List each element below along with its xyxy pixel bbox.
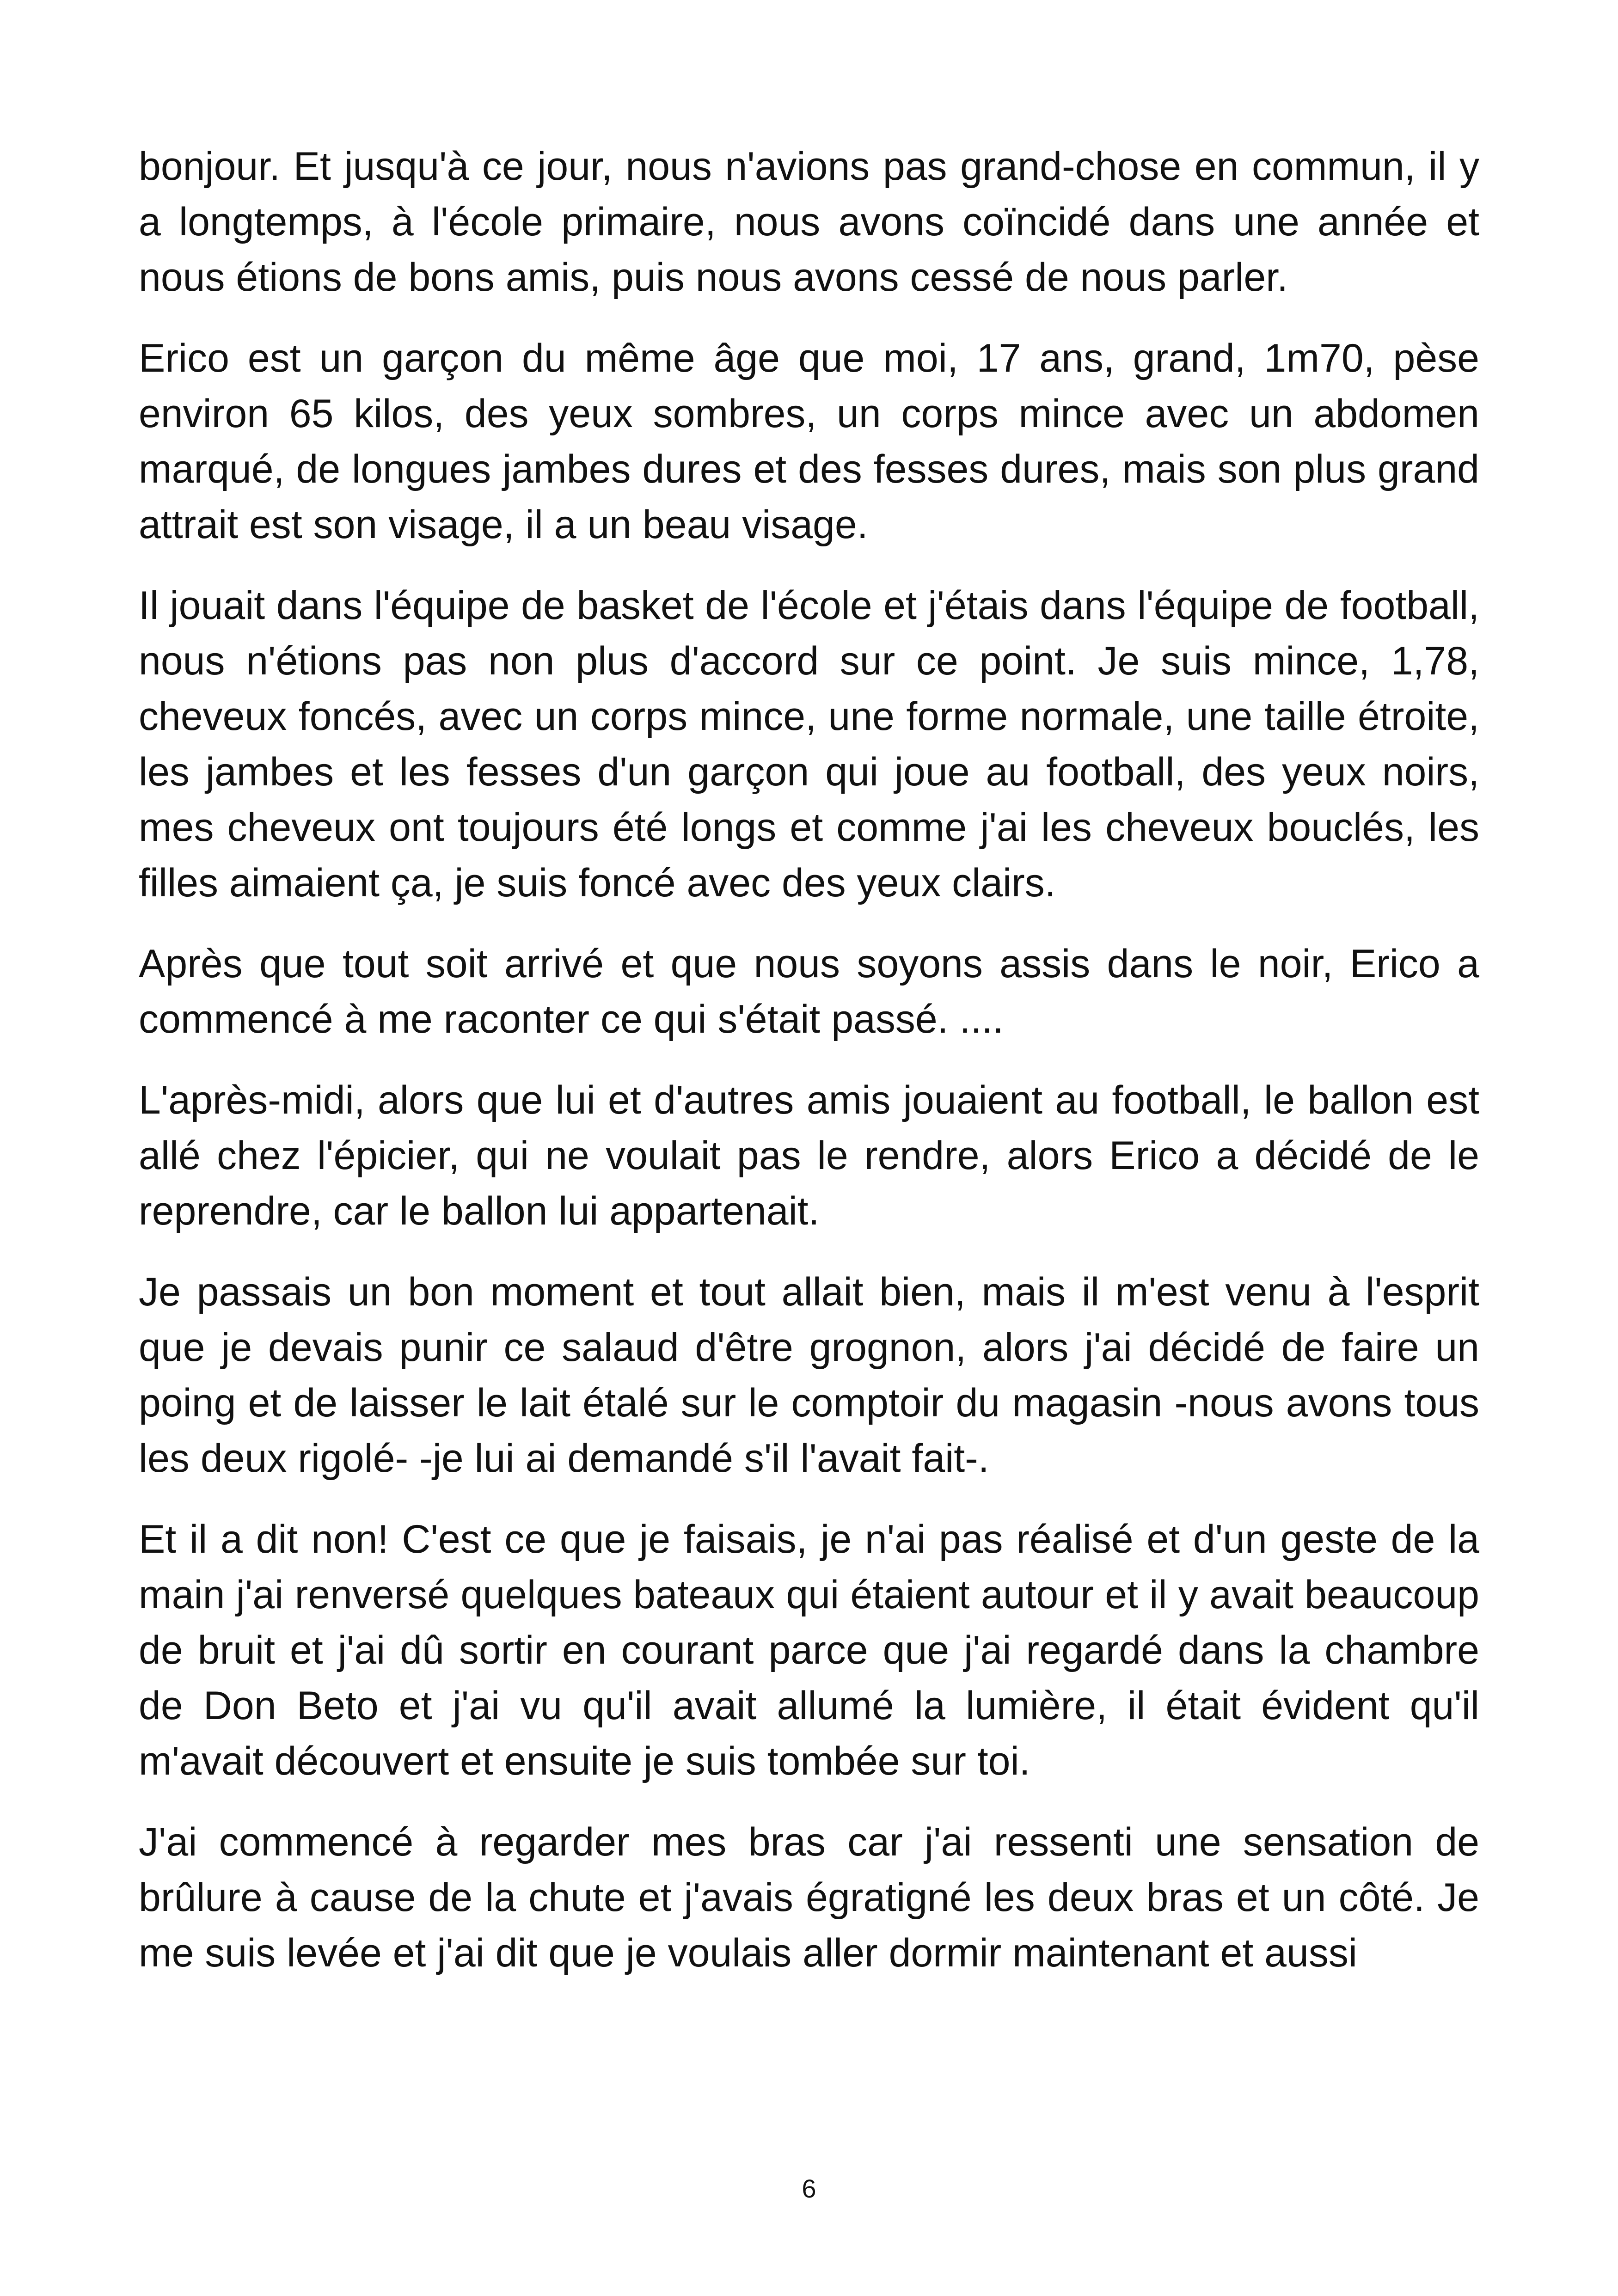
body-text [139, 139, 1479, 2006]
paragraph-5: L'après-midi, alors que lui et d'autres amis jouaient au football, le ballon est allé chez l'épicier, qui ne voulait pas le rendre, alors Erico a décidé de le reprendre, car le ballon lui appartenait. [139, 1078, 1479, 1233]
paragraph-2: Erico est un garçon du même âge que moi, 17 ans, grand, 1m70, pèse environ 65 kilos, des yeux sombres, un corps mince avec un abdomen marqué, de longues jambes dures et des fesses dures, mais son plus grand attrait est son visage, il a un beau visage. [139, 336, 1479, 547]
paragraph-4: Après que tout soit arrivé et que nous soyons assis dans le noir, Erico a commencé à me raconter ce qui s'était passé. .... [139, 942, 1479, 1041]
paragraph-6: Je passais un bon moment et tout allait bien, mais il m'est venu à l'esprit que je devais punir ce salaud d'être grognon, alors j'ai décidé de faire un poing et de laisser le lait étalé sur le comptoir du magasin -nous avons tous les deux rigolé- -je lui ai demandé s'il l'avait fait-. [139, 1270, 1479, 1481]
page-number: 6 [802, 2174, 816, 2203]
paragraph-1: bonjour. Et jusqu'à ce jour, nous n'avions pas grand-chose en commun, il y a longtemps, à l'école primaire, nous avons coïncidé dans une année et nous étions de bons amis, puis nous avons cessé de nous parler. [139, 144, 1479, 300]
paragraph-8: J'ai commencé à regarder mes bras car j'ai ressenti une sensation de brûlure à cause de la chute et j'avais égratigné les deux bras et un côté. Je me suis levée et j'ai dit que je voulais aller dormir maintenant et aussi [139, 1820, 1479, 1975]
paragraph-7: Et il a dit non! C'est ce que je faisais, je n'ai pas réalisé et d'un geste de la main j'ai renversé quelques bateaux qui étaient autour et il y avait beaucoup de bruit et j'ai dû sortir en courant parce que j'ai regardé dans la chambre de Don Beto et j'ai vu qu'il avait allumé la lumière, il était évident qu'il m'avait découvert et ensuite je suis tombée sur toi. [139, 1517, 1479, 1783]
paragraph-3: Il jouait dans l'équipe de basket de l'école et j'étais dans l'équipe de football, nous n'étions pas non plus d'accord sur ce point. Je suis mince, 1,78, cheveux foncés, avec un corps mince, une forme normale, une taille étroite, les jambes et les fesses d'un garçon qui joue au football, des yeux noirs, mes cheveux ont toujours été longs et comme j'ai les cheveux bouclés, les filles aimaient ça, je suis foncé avec des yeux clairs. [139, 583, 1479, 905]
